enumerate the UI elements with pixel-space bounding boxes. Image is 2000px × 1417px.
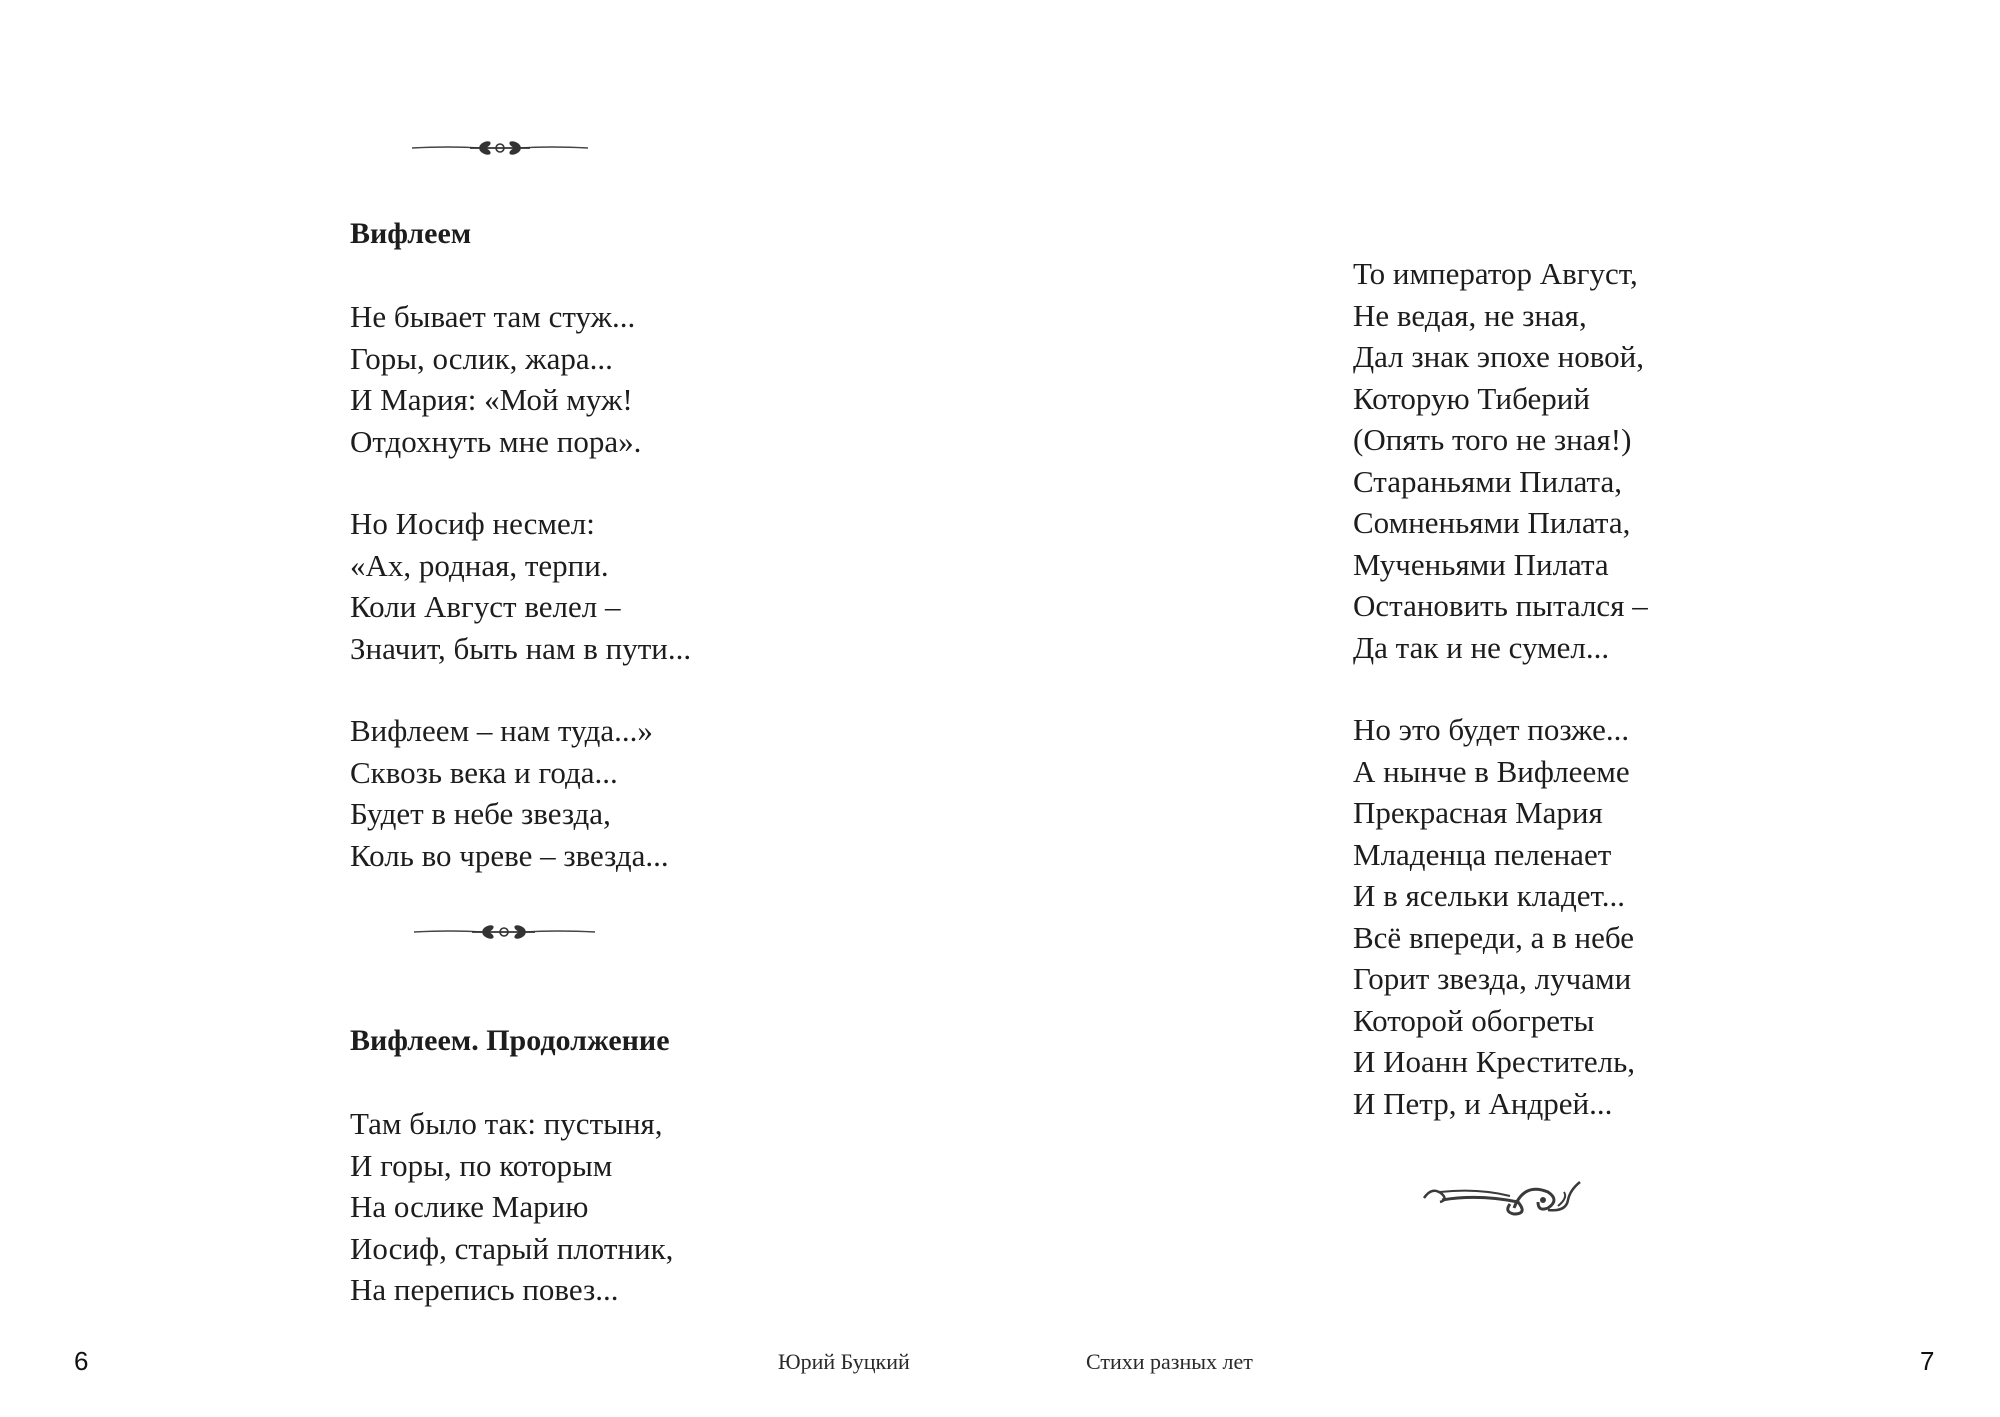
poem-line: Вифлеем – нам туда...»: [350, 713, 653, 748]
stanza: [350, 1103, 691, 1311]
swirl-flourish-icon: [1418, 1170, 1588, 1220]
poem-line: Иосиф, старый плотник,: [350, 1230, 674, 1266]
stanza: [1353, 253, 1648, 668]
poem-title: Вифлеем: [350, 217, 472, 250]
poem-line: Остановить пытался –: [1353, 588, 1648, 623]
poem-line: На перепись повез...: [350, 1272, 619, 1307]
poem-line: Стараньями Пилата,: [1353, 463, 1622, 499]
poem-line: Там было так: пустыня,: [350, 1106, 663, 1141]
page-number: 6: [74, 1346, 89, 1376]
poem-line: Которую Тиберий: [1353, 380, 1590, 416]
poem-line: Горит звезда, лучами: [1353, 961, 1632, 996]
poem-line: Младенца пеленает: [1353, 836, 1612, 872]
poem-line: Но Иосиф несмел:: [350, 506, 595, 541]
poem-line: Сомненьями Пилата,: [1353, 505, 1631, 540]
vine-divider-icon: [412, 922, 597, 942]
poem-line: И Иоанн Креститель,: [1353, 1044, 1635, 1079]
poem-line: И Мария: «Мой муж!: [350, 382, 633, 417]
stanza: [350, 296, 691, 462]
poem-line: Да так и не сумел...: [1353, 629, 1610, 665]
poem-line: То император Август,: [1353, 256, 1638, 291]
poem-title: Вифлеем. Продолжение: [350, 1024, 670, 1057]
stanza: [350, 710, 691, 876]
poem-line: Но это будет позже...: [1353, 712, 1630, 747]
poem-line: Не бывает там стуж...: [350, 299, 636, 334]
poem-line: А нынче в Вифлееме: [1353, 753, 1630, 789]
poem-line: На ослике Марию: [350, 1189, 589, 1224]
right-text-column: [1353, 253, 1648, 1124]
poem-line: И Петр, и Андрей...: [1353, 1085, 1613, 1121]
vine-divider-icon: [410, 138, 590, 158]
stanza: [350, 503, 691, 669]
poem-line: Будет в небе звезда,: [350, 796, 611, 831]
poem-line: И в ясельки кладет...: [1353, 878, 1625, 913]
footer-author: Юрий Буцкий: [778, 1349, 910, 1374]
poem-line: Сквозь века и года...: [350, 754, 618, 790]
page-number: 7: [1920, 1346, 1935, 1376]
poem-line: Коль во чреве – звезда...: [350, 837, 669, 873]
poem-line: Прекрасная Мария: [1353, 795, 1603, 830]
poem-line: Горы, ослик, жара...: [350, 340, 613, 376]
poem-line: «Ах, родная, терпи.: [350, 547, 609, 583]
poem-line: Всё впереди, а в небе: [1353, 919, 1635, 955]
footer-book-title: Стихи разных лет: [1086, 1349, 1253, 1374]
poem-line: Коли Август велел –: [350, 589, 621, 624]
poem-line: Отдохнуть мне пора».: [350, 423, 642, 459]
poem-line: Мученьями Пилата: [1353, 546, 1609, 582]
poem-line: Которой обогреты: [1353, 1002, 1595, 1038]
stanza: [1353, 709, 1648, 1124]
poem-line: И горы, по которым: [350, 1147, 613, 1183]
poem-line: Дал знак эпохе новой,: [1353, 339, 1645, 374]
poem-line: (Опять того не зная!): [1353, 422, 1632, 457]
poem-line: Значит, быть нам в пути...: [350, 630, 692, 666]
left-text-column: [350, 213, 691, 1311]
right-page: [1000, 0, 2000, 1417]
poem-line: Не ведая, не зная,: [1353, 297, 1587, 333]
